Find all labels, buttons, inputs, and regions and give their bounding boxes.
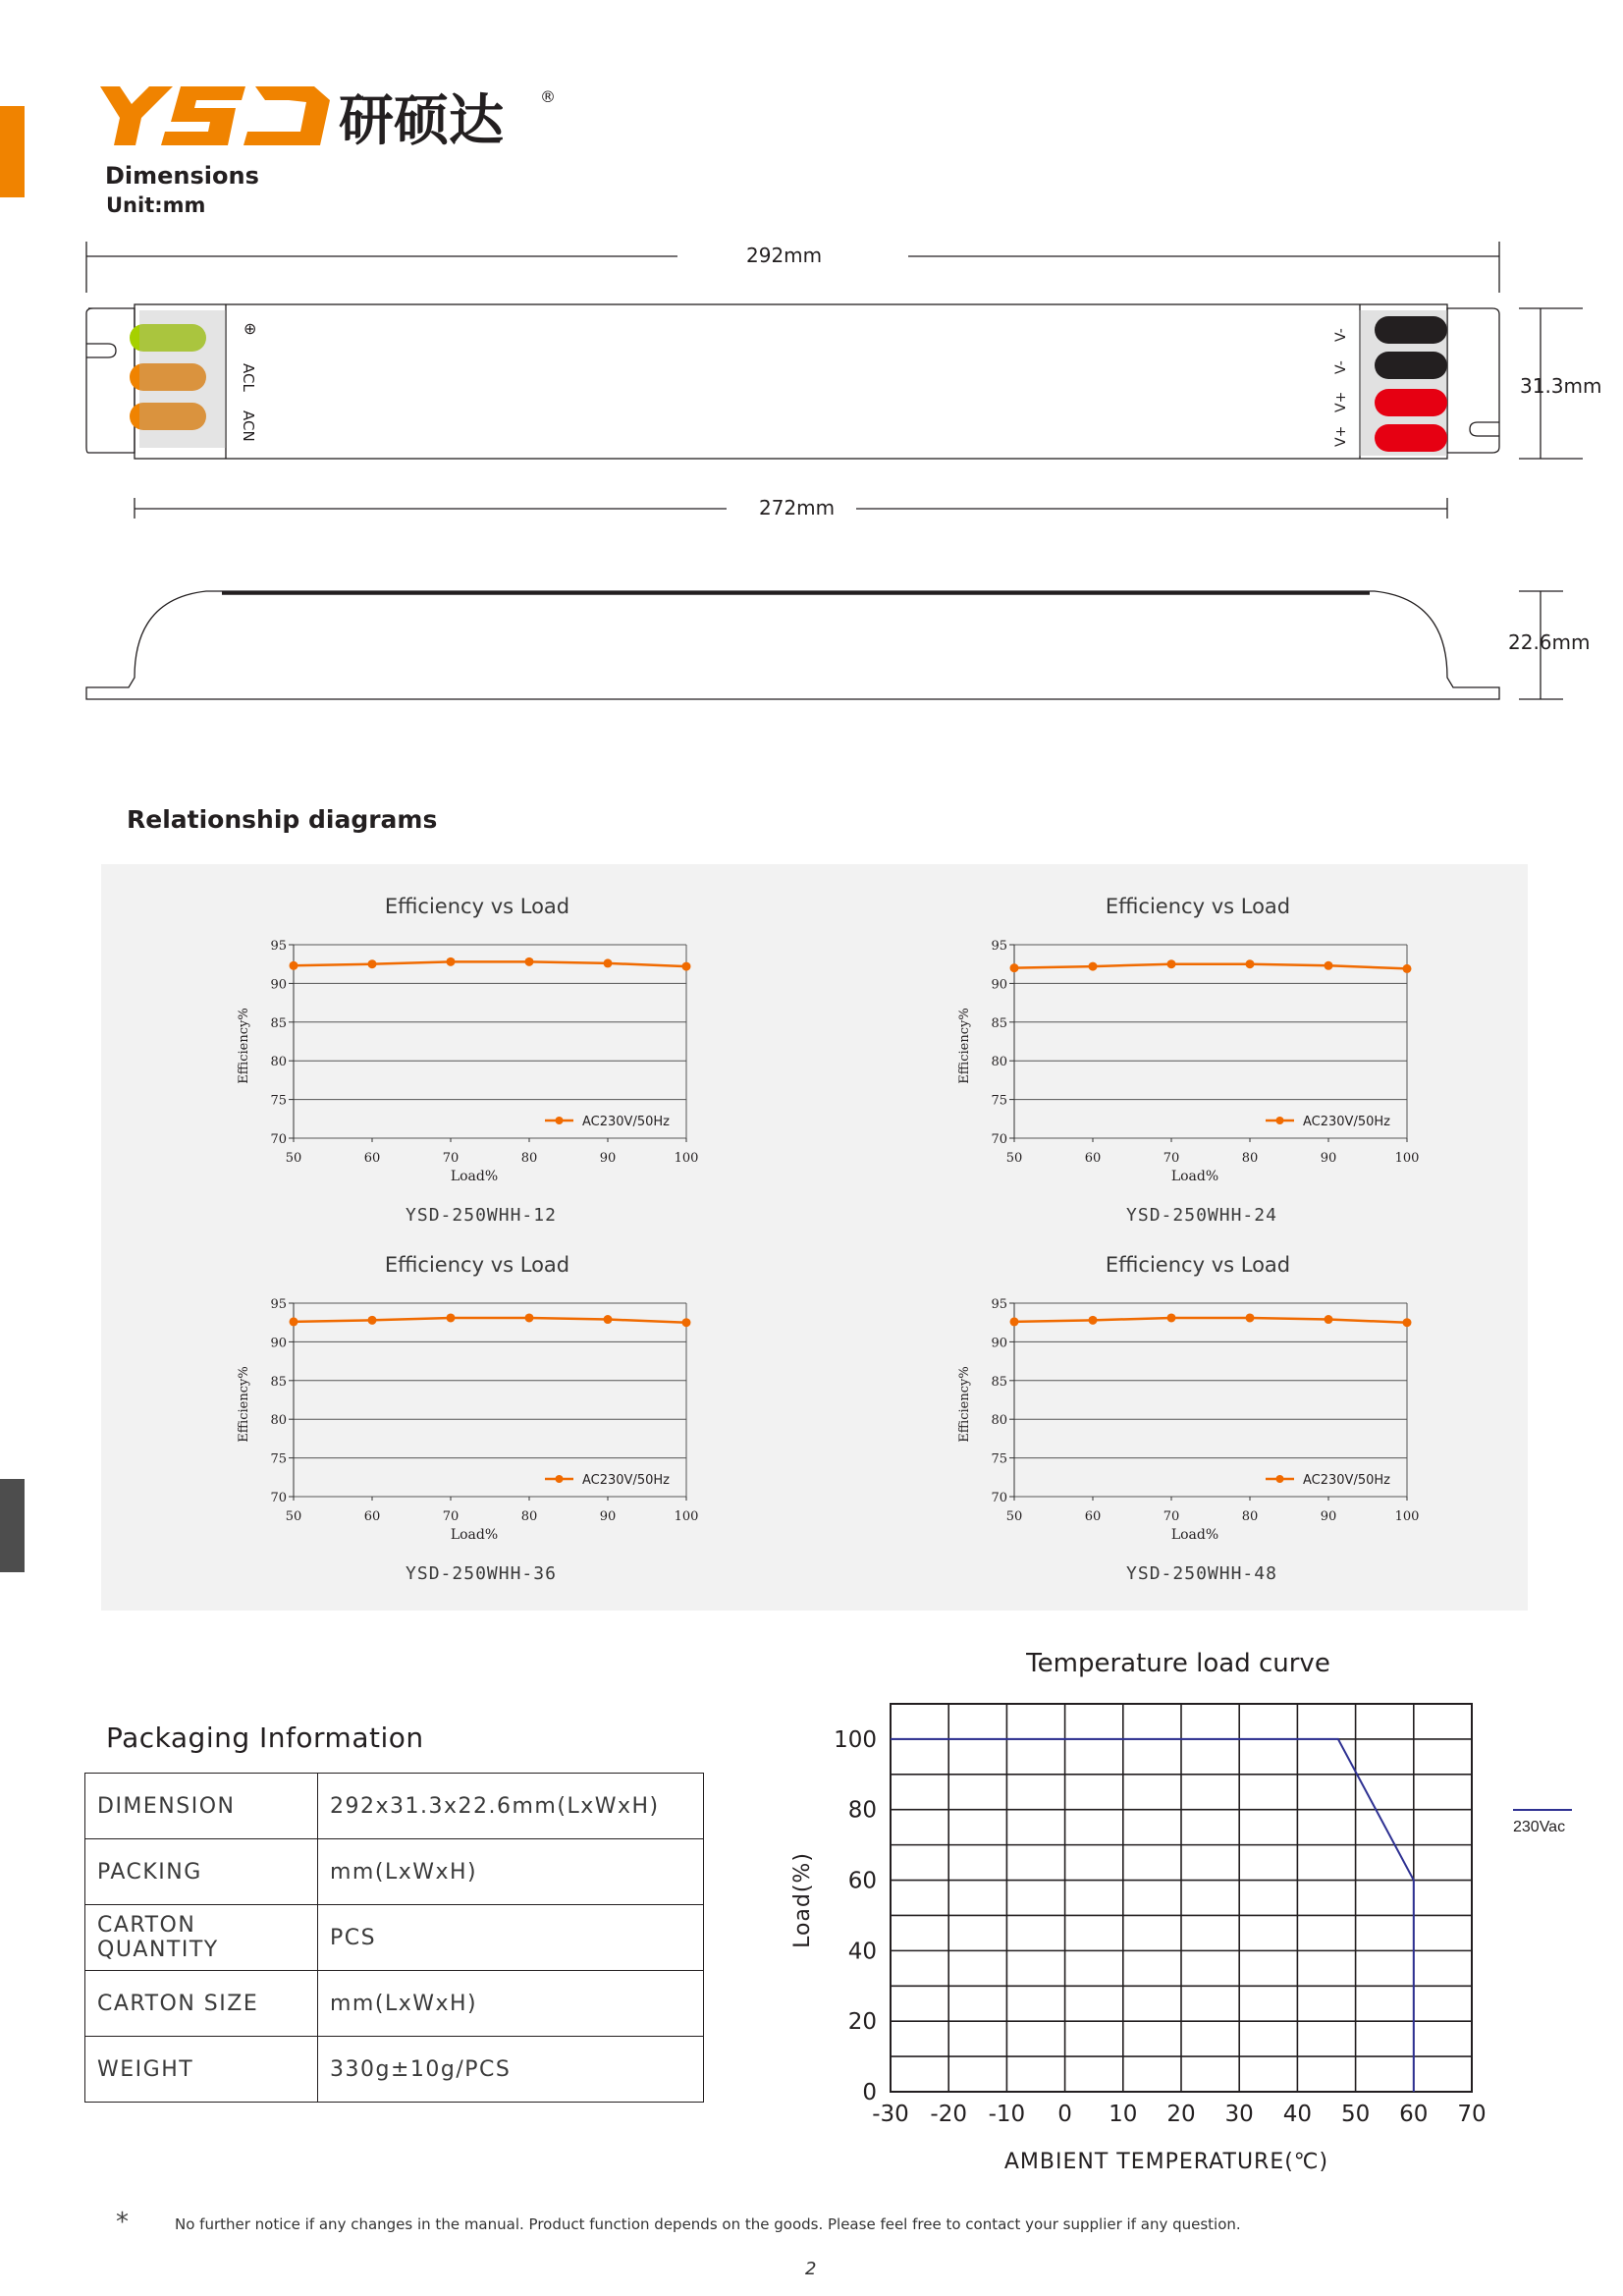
x-tick-label: 50	[1005, 1509, 1023, 1524]
x-tick-label: 90	[599, 1151, 617, 1166]
x-tick-label: 0	[1057, 2102, 1072, 2127]
total-length-label: 292mm	[746, 244, 823, 267]
y-tick-label: 0	[862, 2080, 877, 2105]
side-tab-orange	[0, 106, 25, 197]
data-point	[1089, 962, 1098, 971]
model-label: YSD-250WHH-48	[1126, 1563, 1277, 1584]
registered-mark: ®	[540, 87, 556, 106]
y-tick-label: 80	[270, 1413, 287, 1429]
packaging-label-weight: WEIGHT	[85, 2037, 318, 2103]
data-point	[1167, 959, 1176, 968]
table-row	[85, 1839, 704, 1905]
x-tick-label: 70	[442, 1509, 460, 1524]
x-tick-label: 70	[1163, 1509, 1180, 1524]
data-point	[604, 958, 613, 967]
terminal-black-2	[1375, 352, 1447, 379]
x-tick-label: 10	[1109, 2102, 1138, 2127]
y-tick-label: 70	[991, 1491, 1007, 1505]
data-point	[1089, 1316, 1098, 1325]
side-tab-gray	[0, 1479, 25, 1572]
table-row	[85, 1971, 704, 2037]
x-tick-label: 60	[363, 1509, 381, 1524]
page-number: 2	[805, 2259, 817, 2279]
ground-symbol: ⊕	[243, 319, 257, 338]
y-tick-label: 70	[270, 1491, 287, 1505]
legend-marker	[556, 1475, 564, 1483]
terminal-red-2	[1375, 424, 1447, 452]
height-label: 22.6mm	[1508, 630, 1591, 654]
legend-marker	[556, 1117, 564, 1124]
data-point	[1403, 964, 1412, 973]
y-axis-label: Efficiency%	[957, 1008, 972, 1084]
x-tick-label: 60	[363, 1151, 381, 1166]
data-point	[368, 959, 377, 968]
temp-chart-title: Temperature load curve	[1026, 1649, 1330, 1678]
y-tick-label: 80	[847, 1797, 877, 1824]
data-point	[682, 1318, 691, 1327]
packaging-value-packing: mm(LxWxH)	[318, 1839, 704, 1905]
y-tick-label: 90	[991, 977, 1007, 993]
legend-label: 230Vac	[1513, 1819, 1566, 1835]
series-line	[1014, 964, 1407, 969]
terminal-label-acl: ACL	[240, 363, 257, 392]
y-tick-label: 60	[847, 1868, 877, 1894]
x-tick-label: -10	[988, 2102, 1026, 2127]
x-tick-label: 50	[1005, 1151, 1023, 1166]
table-row	[85, 1905, 704, 1971]
y-axis-label: Efficiency%	[957, 1366, 972, 1443]
y-tick-label: 75	[991, 1093, 1007, 1109]
x-tick-label: 100	[674, 1509, 699, 1524]
data-point	[1403, 1318, 1412, 1327]
dimensions-unit: Unit:mm	[106, 193, 206, 217]
terminal-label-v-minus-2: V-	[1333, 360, 1349, 374]
packaging-value-carton-size: mm(LxWxH)	[318, 1971, 704, 2037]
x-tick-label: 90	[1320, 1151, 1337, 1166]
x-tick-label: 100	[1394, 1509, 1420, 1524]
table-row	[85, 1774, 704, 1839]
data-point	[1010, 1317, 1019, 1326]
packaging-heading: Packaging Information	[106, 1722, 424, 1754]
footnote-text: No further notice if any changes in the manual. Product function depends on the goods. Please feel free to contact your supplier if any question.	[175, 2215, 1241, 2233]
x-tick-label: 30	[1224, 2102, 1254, 2127]
y-tick-label: 85	[270, 1374, 287, 1390]
legend-label: AC230V/50Hz	[1303, 1473, 1390, 1488]
y-tick-label: 85	[991, 1374, 1007, 1390]
y-axis-label: Efficiency%	[237, 1008, 251, 1084]
y-tick-label: 95	[270, 1297, 287, 1312]
legend-label: AC230V/50Hz	[1303, 1115, 1390, 1129]
terminal-label-v-plus-1: V+	[1333, 391, 1349, 412]
packaging-table	[84, 1773, 704, 2103]
efficiency-chart-36v	[216, 1242, 766, 1596]
model-label: YSD-250WHH-24	[1126, 1205, 1277, 1226]
x-tick-label: 70	[1457, 2102, 1487, 2127]
series-line	[1014, 1318, 1407, 1323]
series-line	[294, 961, 686, 966]
legend-marker	[1276, 1117, 1284, 1124]
data-point	[447, 957, 456, 966]
data-point	[1246, 959, 1255, 968]
body-length-label: 272mm	[759, 496, 836, 519]
x-tick-label: 80	[520, 1151, 538, 1166]
x-axis-label: Load%	[450, 1169, 499, 1184]
model-label: YSD-250WHH-12	[406, 1205, 557, 1226]
x-axis-label: AMBIENT TEMPERATURE(℃)	[1003, 2150, 1329, 2174]
dimension-drawing	[0, 226, 1623, 717]
data-point	[1246, 1313, 1255, 1322]
x-tick-label: 40	[1282, 2102, 1313, 2127]
data-point	[604, 1315, 613, 1324]
y-tick-label: 100	[834, 1726, 877, 1753]
x-tick-label: 60	[1084, 1509, 1102, 1524]
brand-chinese-name: 研硕达	[339, 89, 504, 153]
dimensions-heading: Dimensions	[105, 162, 259, 190]
data-point	[682, 962, 691, 971]
x-tick-label: 80	[1241, 1509, 1259, 1524]
footnote-star: *	[116, 2208, 129, 2237]
chart-title: Efficiency vs Load	[1105, 895, 1291, 918]
data-point	[525, 957, 534, 966]
x-tick-label: 50	[1340, 2102, 1371, 2127]
x-axis-label: Load%	[450, 1527, 499, 1543]
y-axis-label: Efficiency%	[237, 1366, 251, 1443]
terminal-black-1	[1375, 316, 1447, 344]
y-tick-label: 75	[270, 1451, 287, 1467]
relationship-heading: Relationship diagrams	[127, 805, 438, 834]
x-tick-label: 80	[520, 1509, 538, 1524]
data-point	[368, 1316, 377, 1325]
y-tick-label: 90	[270, 1336, 287, 1351]
x-tick-label: 50	[285, 1151, 302, 1166]
y-tick-label: 95	[991, 939, 1007, 954]
y-tick-label: 85	[270, 1015, 287, 1031]
y-tick-label: 75	[270, 1093, 287, 1109]
efficiency-chart-12v	[216, 884, 766, 1237]
temperature-load-chart	[766, 1640, 1610, 2180]
y-tick-label: 95	[991, 1297, 1007, 1312]
x-tick-label: 20	[1166, 2102, 1196, 2127]
x-axis-label: Load%	[1170, 1169, 1219, 1184]
x-tick-label: 70	[442, 1151, 460, 1166]
width-label: 31.3mm	[1520, 374, 1602, 398]
data-point	[1010, 963, 1019, 972]
packaging-label-carton-quantity: CARTON QUANTITY	[85, 1905, 318, 1971]
y-tick-label: 20	[847, 2009, 877, 2036]
y-axis-label: Load(%)	[790, 1852, 815, 1948]
terminal-label-acn: ACN	[240, 410, 257, 442]
y-tick-label: 80	[991, 1413, 1007, 1429]
table-row	[85, 2037, 704, 2103]
efficiency-chart-24v	[937, 884, 1487, 1237]
y-tick-label: 40	[847, 1939, 877, 1965]
efficiency-chart-48v	[937, 1242, 1487, 1596]
chart-title: Efficiency vs Load	[384, 1253, 570, 1277]
data-point	[1167, 1313, 1176, 1322]
terminal-label-v-plus-2: V+	[1333, 425, 1349, 447]
x-tick-label: 50	[285, 1509, 302, 1524]
y-tick-label: 75	[991, 1451, 1007, 1467]
y-tick-label: 80	[991, 1055, 1007, 1070]
y-tick-label: 70	[270, 1132, 287, 1147]
x-tick-label: 90	[1320, 1509, 1337, 1524]
terminal-label-v-minus-1: V-	[1333, 328, 1349, 342]
y-tick-label: 95	[270, 939, 287, 954]
x-axis-label: Load%	[1170, 1527, 1219, 1543]
terminal-red-1	[1375, 389, 1447, 416]
x-tick-label: -20	[930, 2102, 967, 2127]
chart-title: Efficiency vs Load	[384, 895, 570, 918]
legend-label: AC230V/50Hz	[582, 1473, 670, 1488]
data-point	[290, 961, 298, 970]
x-tick-label: 90	[599, 1509, 617, 1524]
data-point	[290, 1317, 298, 1326]
x-tick-label: 100	[674, 1151, 699, 1166]
packaging-value-dimension: 292x31.3x22.6mm(LxWxH)	[318, 1774, 704, 1839]
x-tick-label: 80	[1241, 1151, 1259, 1166]
packaging-label-carton-size: CARTON SIZE	[85, 1971, 318, 2037]
packaging-label-packing: PACKING	[85, 1839, 318, 1905]
y-tick-label: 85	[991, 1015, 1007, 1031]
y-tick-label: 90	[270, 977, 287, 993]
packaging-value-weight: 330g±10g/PCS	[318, 2037, 704, 2103]
chart-title: Efficiency vs Load	[1105, 1253, 1291, 1277]
packaging-label-dimension: DIMENSION	[85, 1774, 318, 1839]
x-tick-label: 70	[1163, 1151, 1180, 1166]
data-point	[1325, 961, 1333, 970]
legend-label: AC230V/50Hz	[582, 1115, 670, 1129]
legend-marker	[1276, 1475, 1284, 1483]
data-point	[1325, 1315, 1333, 1324]
y-tick-label: 90	[991, 1336, 1007, 1351]
model-label: YSD-250WHH-36	[406, 1563, 557, 1584]
data-point	[447, 1313, 456, 1322]
x-tick-label: 60	[1399, 2102, 1429, 2127]
x-tick-label: -30	[872, 2102, 909, 2127]
x-tick-label: 100	[1394, 1151, 1420, 1166]
series-line	[294, 1318, 686, 1323]
brand-logo	[98, 81, 556, 153]
packaging-value-carton-quantity: PCS	[318, 1905, 704, 1971]
y-tick-label: 80	[270, 1055, 287, 1070]
x-tick-label: 60	[1084, 1151, 1102, 1166]
data-point	[525, 1313, 534, 1322]
y-tick-label: 70	[991, 1132, 1007, 1147]
